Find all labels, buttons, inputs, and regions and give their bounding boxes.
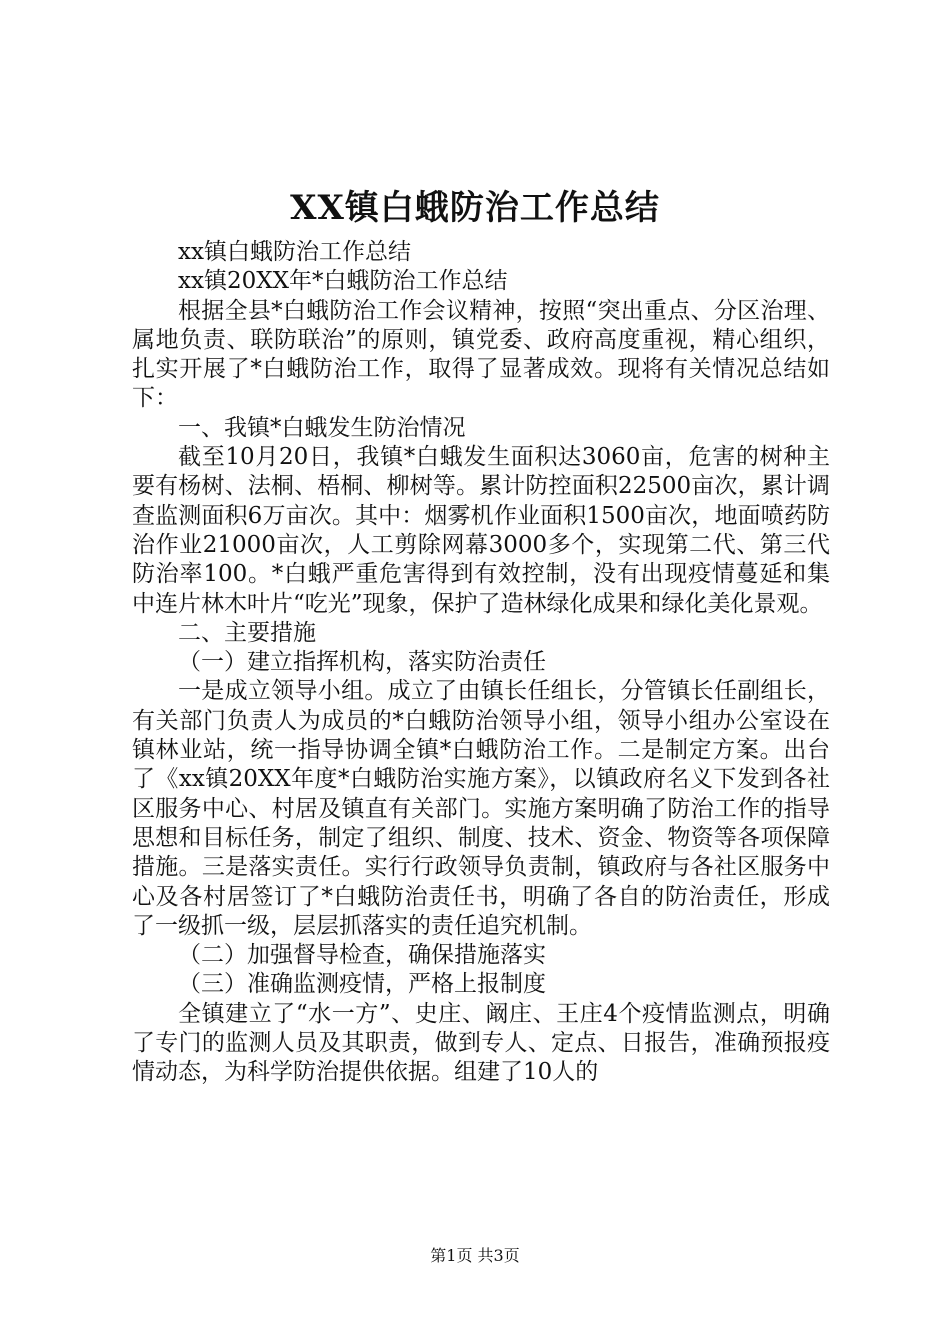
subheading-1: （一）建立指挥机构，落实防治责任 (178, 649, 546, 676)
paragraph-situation: 截至10月20日，我镇*白蛾发生面积达3060亩，危害的树种主要有杨树、法桐、梧桐、柳树等。累计防控面积22500亩次，累计调查监测面积6万亩次。其中：烟雾机作业面积1500亩次，地面喷药防治作业21000亩次，人工剪除网幕3000多个，实现第二代、第三代防治率100。*白蛾严重危害得到有效控制，没有出现疫情蔓延和集中连片林木叶片“吃光”现象，保护了造林绿化成果和绿化美化景观。 (132, 444, 830, 617)
paragraph-subtitle-2: xx镇20XX年*白蛾防治工作总结 (178, 268, 508, 295)
page-footer: 第1页 共3页 (430, 1246, 520, 1265)
subheading-3: （三）准确监测疫情，严格上报制度 (178, 971, 546, 998)
section-heading-2: 二、主要措施 (178, 619, 316, 646)
paragraph-measures: 一是成立领导小组。成立了由镇长任组长，分管镇长任副组长，有关部门负责人为成员的*白蛾防治领导小组，领导小组办公室设在镇林业站，统一指导协调全镇*白蛾防治工作。二是制定方案。出台了《xx镇20XX年度*白蛾防治实施方案》，以镇政府名义下发到各社区服务中心、村居及镇直有关部门。实施方案明确了防治工作的指导思想和目标任务，制定了组织、制度、技术、资金、物资等各项保障措施。三是落实责任。实行行政领导负责制，镇政府与各社区服务中心及各村居签订了*白蛾防治责任书，明确了各自的防治责任，形成了一级抓一级，层层抓落实的责任追究机制。 (132, 678, 830, 939)
paragraph-intro: 根据全县*白蛾防治工作会议精神，按照“突出重点、分区治理、属地负责、联防联治”的原则，镇党委、政府高度重视，精心组织，扎实开展了*白蛾防治工作，取得了显著成效。现将有关情况总结如下： (132, 297, 830, 412)
document-body (132, 238, 830, 1088)
paragraph-monitoring: 全镇建立了“水一方”、史庄、阚庄、王庄4个疫情监测点，明确了专门的监测人员及其职责，做到专人、定点、日报告，准确预报疫情动态，为科学防治提供依据。组建了10人的 (132, 1000, 830, 1086)
section-heading-1: 一、我镇*白蛾发生防治情况 (178, 414, 466, 441)
paragraph-subtitle-1: xx镇白蛾防治工作总结 (178, 239, 411, 265)
document-title: XX镇白蛾防治工作总结 (290, 188, 660, 228)
subheading-2: （二）加强督导检查，确保措施落实 (178, 942, 546, 969)
